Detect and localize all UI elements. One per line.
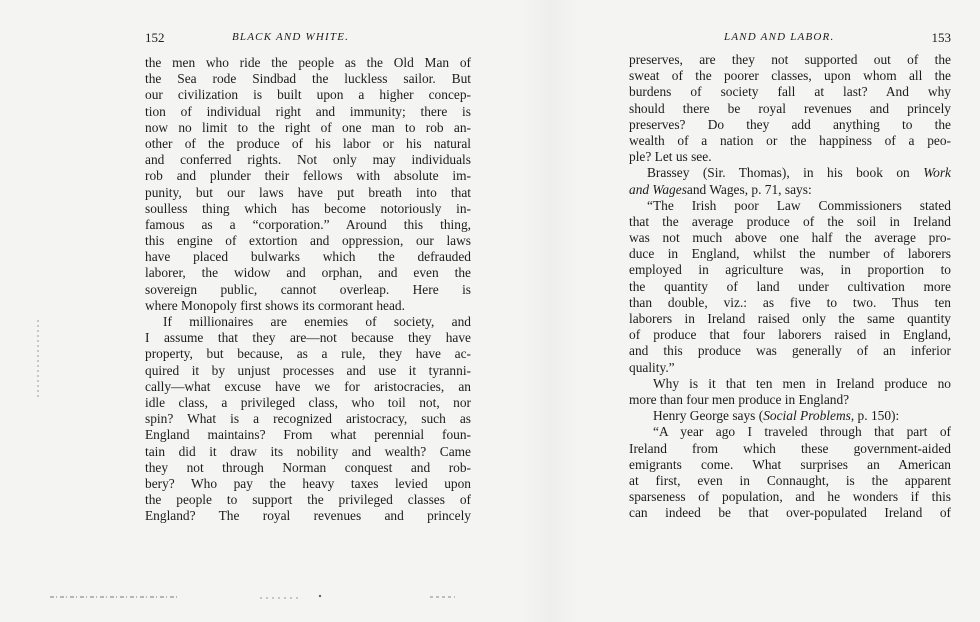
text-line xyxy=(629,408,951,424)
text-line: and this produce was generally of an inferior xyxy=(629,343,951,359)
text-line: have placed bulwarks which the defrauded xyxy=(145,249,471,265)
text-line: England? The royal revenues and princely xyxy=(145,508,471,524)
text-fragment: , p. 150): xyxy=(850,408,900,424)
text-line: can indeed be that over-populated Ireland of xyxy=(629,505,951,521)
text-line: Why is it that ten men in Ireland produce no xyxy=(653,375,951,391)
text-fragment: Brassey (Sir. Thomas), in his book on xyxy=(647,165,910,181)
text-line: tain did it draw its nobility and wealth? Came xyxy=(145,443,471,459)
left-running-title: BLACK AND WHITE. xyxy=(232,31,350,43)
text-line: the men who ride the people as the Old Man of xyxy=(145,55,471,70)
text-line: “The Irish poor Law Commissioners stated xyxy=(647,197,951,213)
right-page-number: 153 xyxy=(931,30,951,45)
text-line: wealth of a nation or the happiness of a peo- xyxy=(629,132,951,148)
text-line: more than four men produce in England? xyxy=(629,391,850,407)
text-line: quired it by unjust processes and use it tyranni- xyxy=(145,362,471,378)
text-line: employed in agriculture was, in proportion to xyxy=(629,262,951,278)
text-line xyxy=(629,165,951,181)
text-line: sweat of the poorer classes, upon whom all the xyxy=(629,68,951,84)
text-fragment: Henry George says ( xyxy=(653,408,764,424)
text-line: preserves, are they not supported out of the xyxy=(629,52,951,67)
scan-edge-marks xyxy=(36,320,40,400)
text-line: duce in England, whilst the number of laborers xyxy=(629,246,951,262)
text-line: at first, even in Connaught, is the apparent xyxy=(629,472,951,488)
text-line: soulless thing which has become notoriously in- xyxy=(145,200,471,216)
left-running-head xyxy=(145,30,471,46)
text-line: our civilization is built upon a higher concep- xyxy=(145,87,471,103)
text-line: where Monopoly first shows its cormorant head. xyxy=(145,297,405,313)
text-line: this engine of extortion and oppression, our laws xyxy=(145,233,471,249)
text-line: other of the produce of his labor or his natural xyxy=(145,135,471,151)
text-line: than double, viz.: as five to two. Thus ten xyxy=(629,294,951,310)
right-running-title: LAND AND LABOR. xyxy=(724,31,835,43)
text-line: ple? Let us see. xyxy=(629,149,712,165)
text-line: burdens of society fall at last? And why xyxy=(629,84,951,100)
text-line: was not much above one half the average pro- xyxy=(629,230,951,246)
text-line: quality.” xyxy=(629,359,675,375)
text-line: property, but because, as a rule, they have ac- xyxy=(145,346,471,362)
text-line xyxy=(629,182,951,198)
text-line: laborers in Ireland raised only the same quantity xyxy=(629,311,951,326)
text-line: cally—what excuse have we for aristocracies, an xyxy=(145,378,471,394)
text-line: punity, but our laws have put breath into that xyxy=(145,184,471,200)
text-fragment: and Wages, p. 71, says: xyxy=(686,181,812,197)
text-line: the quantity of land under cultivation more xyxy=(629,278,951,294)
right-page-text xyxy=(629,52,951,521)
left-page-text xyxy=(145,55,471,524)
text-line: that the average produce of the soil in Ireland xyxy=(629,213,951,229)
italic-title-work: Work xyxy=(923,165,951,181)
text-line: now no limit to the right of one man to rob an- xyxy=(145,119,471,135)
scan-specks xyxy=(30,590,470,604)
text-line: I assume that they are—not because they have xyxy=(145,330,471,346)
text-line: rob and plunder their fellows with absolute im- xyxy=(145,168,471,184)
text-line: the people to support the privileged classes of xyxy=(145,492,471,508)
left-page-number: 152 xyxy=(145,30,165,45)
text-line: “A year ago I traveled through that part of xyxy=(653,424,951,440)
italic-title-and-wages: and Wages xyxy=(629,181,687,197)
text-line: idle class, a privileged class, who toil not, nor xyxy=(145,394,471,410)
text-line: they not through Norman conquest and rob- xyxy=(145,459,471,475)
text-line: and conferred rights. Not only may individuals xyxy=(145,152,471,168)
text-line: Ireland from which these government-aided xyxy=(629,440,951,456)
text-line: famous as a “corporation.” Around this thing, xyxy=(145,216,471,232)
text-line: the Sea rode Sindbad the luckless sailor. But xyxy=(145,71,471,87)
text-line: sovereign public, cannot overleap. Here is xyxy=(145,281,471,297)
text-line: England maintains? From what perennial foun- xyxy=(145,427,471,443)
text-line: spin? What is a recognized aristocracy, such as xyxy=(145,411,471,427)
text-line: If millionaires are enemies of society, and xyxy=(163,314,471,329)
text-line: laborer, the widow and orphan, and even the xyxy=(145,265,471,281)
text-line: of produce that four laborers raised in England, xyxy=(629,327,951,343)
text-line: should there be royal revenues and princely xyxy=(629,100,951,116)
text-line: sparseness of population, and he wonders if this xyxy=(629,489,951,505)
italic-title-social-problems: Social Problems xyxy=(763,408,851,424)
page-gutter xyxy=(520,0,580,622)
text-line: preserves? Do they add anything to the xyxy=(629,116,951,132)
text-line: bery? Who pay the heavy taxes levied upon xyxy=(145,475,471,491)
text-line: tion of individual right and immunity; there is xyxy=(145,103,471,119)
text-line: emigrants come. What surprises an American xyxy=(629,456,951,472)
right-running-head xyxy=(629,30,951,46)
